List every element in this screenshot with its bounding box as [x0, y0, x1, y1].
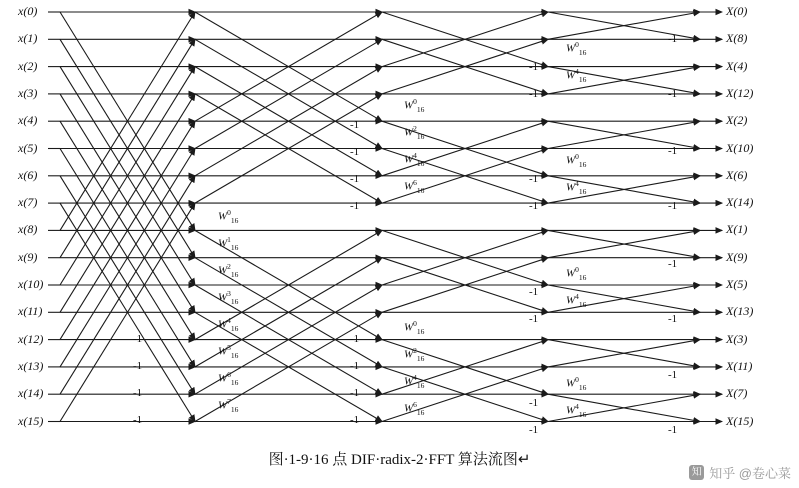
input-label-2: x(2): [18, 58, 38, 73]
twiddle-stage2-1: $W^2_{16}$: [404, 124, 425, 141]
twiddle-stage3-2: $W^0_{16}$: [566, 152, 587, 169]
output-label-11: X(13): [726, 304, 754, 319]
figure-caption: 图·1-9·16 点 DIF·radix-2·FFT 算法流图↵: [268, 452, 531, 468]
input-label-1: x(1): [18, 31, 38, 46]
minus-one-23: -1: [668, 200, 678, 212]
output-label-2: X(4): [726, 58, 748, 73]
input-label-14: x(14): [18, 386, 44, 401]
minus-one-24: -1: [668, 258, 678, 270]
minus-one-26: -1: [668, 369, 678, 381]
minus-one-16: -1: [529, 286, 539, 298]
input-label-0: x(0): [18, 4, 38, 18]
watermark-text: 知乎 @卷心菜: [709, 466, 791, 481]
minus-one-6: -1: [350, 173, 360, 185]
minus-one-21: -1: [668, 88, 678, 100]
twiddle-stage2-2: $W^4_{16}$: [404, 151, 425, 168]
twiddle-stage1-5: $W^5_{16}$: [218, 343, 239, 360]
watermark: [689, 463, 791, 482]
output-label-10: X(5): [726, 277, 748, 291]
minus-one-18: -1: [529, 397, 539, 409]
minus-one-5: -1: [350, 146, 360, 158]
twiddle-stage3-6: $W^0_{16}$: [566, 375, 587, 392]
minus-one-19: -1: [529, 424, 539, 436]
output-label-9: X(9): [726, 249, 748, 264]
twiddle-stage2-5: $W^2_{16}$: [404, 346, 425, 363]
input-label-13: x(13): [18, 358, 44, 373]
minus-one-7: -1: [350, 200, 360, 212]
input-label-8: x(8): [18, 222, 38, 237]
input-label-11: x(11): [18, 304, 43, 319]
twiddle-stage1-2: $W^2_{16}$: [218, 262, 239, 279]
twiddle-stage1-1: $W^1_{16}$: [218, 235, 239, 252]
output-label-8: X(1): [726, 222, 748, 237]
minus-one-22: -1: [668, 145, 678, 157]
minus-one-14: -1: [529, 173, 539, 185]
twiddle-stage1-4: $W^4_{16}$: [218, 316, 239, 333]
minus-one-11: -1: [350, 414, 360, 426]
twiddle-stage3-1: $W^4_{16}$: [566, 67, 587, 84]
twiddle-stage2-6: $W^4_{16}$: [404, 373, 425, 390]
twiddle-stage3-7: $W^4_{16}$: [566, 402, 587, 419]
minus-one-25: -1: [668, 313, 678, 325]
input-label-5: x(5): [18, 140, 38, 155]
minus-one-4: -1: [350, 119, 360, 131]
output-label-12: X(3): [726, 331, 748, 346]
minus-one-13: -1: [529, 88, 539, 100]
twiddle-stage3-5: $W^4_{16}$: [566, 292, 587, 309]
twiddle-stage3-3: $W^4_{16}$: [566, 179, 587, 196]
twiddle-stage3-0: $W^0_{16}$: [566, 40, 587, 57]
output-label-3: X(12): [726, 85, 754, 100]
twiddle-stage3-4: $W^0_{16}$: [566, 265, 587, 282]
twiddle-stage1-3: $W^3_{16}$: [218, 289, 239, 306]
output-label-0: X(0): [726, 4, 748, 18]
output-label-13: X(11): [726, 358, 753, 373]
output-label-14: X(7): [726, 386, 748, 401]
output-label-7: X(14): [726, 195, 754, 210]
minus-one-15: -1: [529, 200, 539, 212]
minus-one-20: -1: [668, 33, 678, 45]
input-label-3: x(3): [18, 85, 38, 100]
twiddle-stage2-4: $W^0_{16}$: [404, 319, 425, 336]
minus-one-12: -1: [529, 61, 539, 73]
minus-one-0: -1: [133, 333, 143, 345]
minus-one-10: -1: [350, 387, 360, 399]
twiddle-stage2-3: $W^6_{16}$: [404, 178, 425, 195]
minus-one-27: -1: [668, 424, 678, 436]
input-label-7: x(7): [18, 195, 38, 210]
input-label-12: x(12): [18, 331, 44, 346]
input-label-15: x(15): [18, 413, 44, 428]
output-label-4: X(2): [726, 113, 748, 128]
output-label-1: X(8): [726, 31, 748, 46]
minus-one-2: -1: [133, 387, 143, 399]
twiddle-stage1-7: $W^7_{16}$: [218, 397, 239, 414]
twiddle-stage1-6: $W^6_{16}$: [218, 370, 239, 387]
input-label-6: x(6): [18, 167, 38, 182]
input-label-9: x(9): [18, 249, 38, 264]
twiddle-stage2-0: $W^0_{16}$: [404, 97, 425, 114]
output-label-6: X(6): [726, 167, 748, 182]
minus-one-9: -1: [350, 360, 360, 372]
minus-one-8: -1: [350, 333, 360, 345]
input-label-10: x(10): [18, 277, 44, 291]
input-label-4: x(4): [18, 113, 38, 128]
minus-one-17: -1: [529, 313, 539, 325]
minus-one-1: -1: [133, 360, 143, 372]
output-label-15: X(15): [726, 413, 754, 428]
zhihu-logo-icon: 知: [689, 465, 704, 480]
twiddle-stage1-0: $W^0_{16}$: [218, 208, 239, 225]
twiddle-stage2-7: $W^6_{16}$: [404, 400, 425, 417]
output-label-5: X(10): [726, 140, 754, 155]
minus-one-3: -1: [133, 414, 143, 426]
